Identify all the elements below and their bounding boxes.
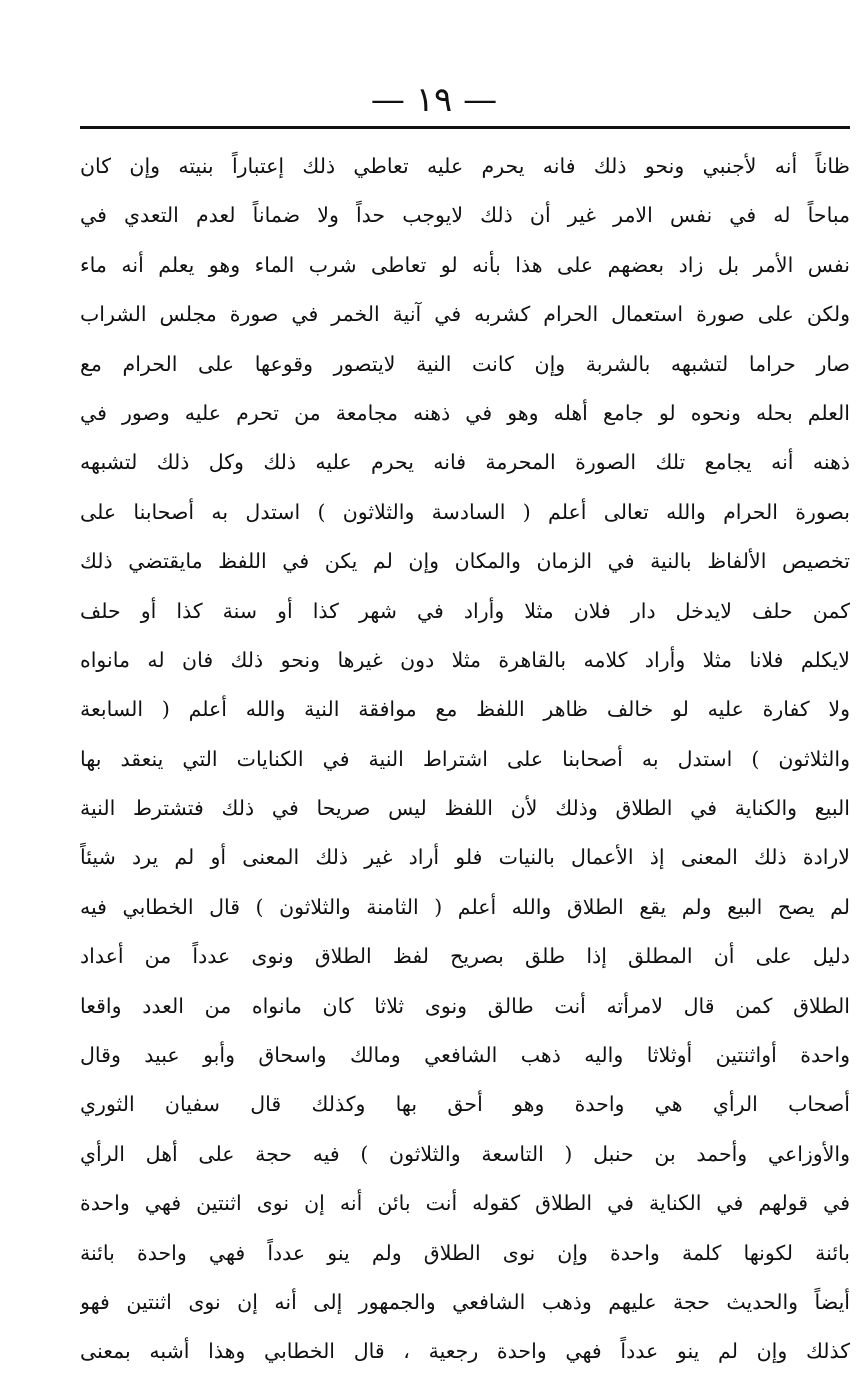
text-line: بصورة الحرام والله تعالى أعلم ( السادسة والثلاثون ) استدل به أصحابنا على (80, 499, 850, 524)
text-line: تخصيص الألفاظ بالنية في الزمان والمكان وإن لم يكن في اللفظ مايقتضي ذلك (80, 549, 850, 574)
text-line: واحدة أواثنتين أوثلاثا واليه ذهب الشافعي ومالك واسحاق وأبو عبيد وقال (80, 1043, 850, 1068)
text-line: في قولهم في الكناية في الطلاق كقوله أنت بائن أنه إن نوى اثنتين فهي واحدة (80, 1191, 850, 1216)
text-line: أيضاً والحديث حجة عليهم وذهب الشافعي والجمهور إلى أنه إن نوى اثنتين فهو (80, 1289, 850, 1314)
text-line: أصحاب الرأي هي واحدة وهو أحق بها وكذلك قال سفيان الثوري (80, 1092, 850, 1117)
text-line: والثلاثون ) استدل به أصحابنا على اشتراط النية في الكنايات التي ينعقد بها (80, 746, 850, 771)
text-line: ولا كفارة عليه لو خالف ظاهر اللفظ مع موافقة النية والله أعلم ( السابعة (80, 697, 850, 722)
page-number: — ١٩ — (370, 80, 498, 120)
text-line: العلم بحله ونحوه لو جامع أهله وهو في ذهنه مجامعة من تحرم عليه وصور في (80, 400, 850, 425)
text-line: صار حراما لتشبهه بالشربة وإن كانت النية لايتصور وقوعها على الحرام مع (80, 351, 850, 376)
text-line: والأوزاعي وأحمد بن حنبل ( التاسعة والثلاثون ) فيه حجة على أهل الرأي (80, 1141, 850, 1166)
text-line: ظاناً أنه لأجنبي ونحو ذلك فانه يحرم عليه تعاطي ذلك إعتباراً بنيته وإن كان (80, 154, 850, 178)
header-rule (80, 126, 850, 129)
text-line: البيع والكناية في الطلاق وذلك لأن اللفظ ليس صريحا في ذلك فتشترط النية (80, 796, 850, 821)
text-line: كذلك وإن لم ينو عدداً فهي واحدة رجعية ، قال الخطابي وهذا أشبه بمعنى (80, 1339, 850, 1364)
body-text (80, 142, 850, 1377)
text-line: لايكلم فلانا مثلا وأراد كلامه بالقاهرة مثلا دون غيرها ونحو ذلك فان له مانواه (80, 647, 850, 672)
text-line: كمن حلف لايدخل دار فلان مثلا وأراد في شهر كذا أو سنة كذا أو حلف (80, 598, 850, 623)
text-line: بائنة لكونها كلمة واحدة وإن نوى الطلاق ولم ينو عدداً فهي واحدة بائنة (80, 1240, 850, 1265)
text-line: ذهنه أنه يجامع تلك الصورة المحرمة فانه يحرم عليه ذلك وكل ذلك لتشبهه (80, 450, 850, 475)
text-line: لم يصح البيع ولم يقع الطلاق والله أعلم ( الثامنة والثلاثون ) قال الخطابي فيه (80, 894, 850, 919)
text-line: الطلاق كمن قال لامرأته أنت طالق ونوى ثلاثا كان مانواه من العدد واقعا (80, 993, 850, 1018)
text-line: لارادة ذلك المعنى إذ الأعمال بالنيات فلو أراد غير ذلك المعنى أو لم يرد شيئاً (80, 845, 850, 870)
text-line: نفس الأمر بل زاد بعضهم على هذا بأنه لو تعاطى شرب الماء وهو يعلم أنه ماء (80, 252, 850, 277)
text-line: مباحاً له في نفس الامر غير أن ذلك لايوجب حداً ولا ضماناً لعدم التعدي في (80, 203, 850, 228)
text-line: ولكن على صورة استعمال الحرام كشربه في آنية الخمر في صورة مجلس الشراب (80, 302, 850, 327)
text-line: دليل على أن المطلق إذا طلق بصريح لفظ الطلاق ونوى عدداً من أعداد (80, 944, 850, 969)
